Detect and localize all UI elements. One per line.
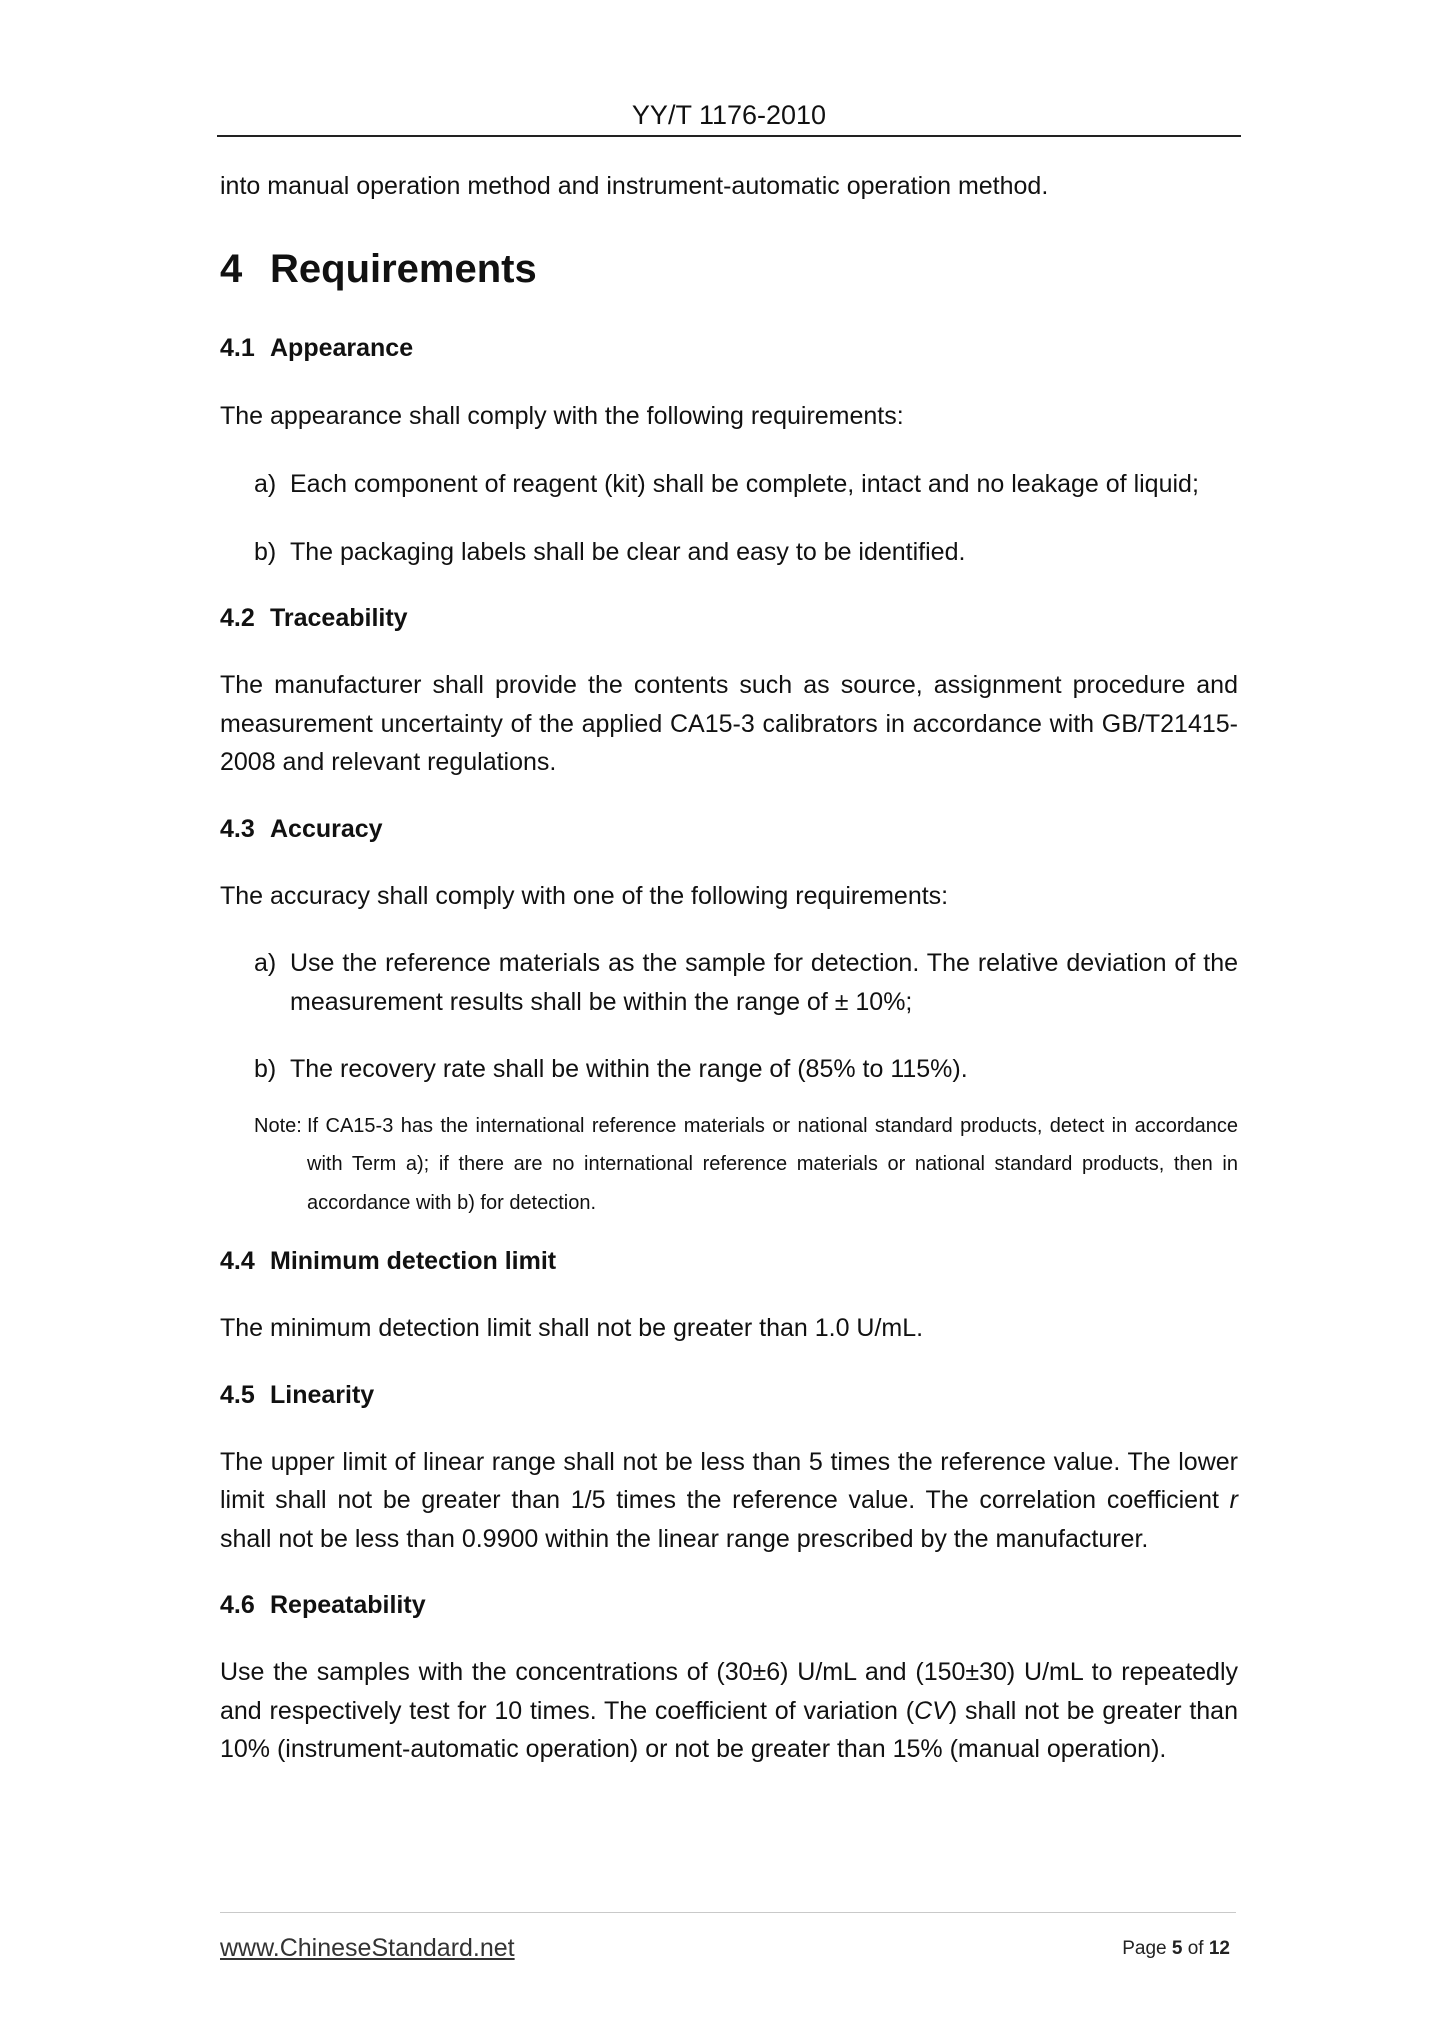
list-item [220, 1050, 1238, 1089]
section-4-5-heading [220, 1376, 1238, 1414]
section-4-4-heading [220, 1242, 1238, 1280]
list-label: a) [254, 949, 277, 977]
repeatability-text-2: ) shall not be greater than 10% (instrument-automatic operation) or not be greater than 15% (manual operation). [220, 1696, 1238, 1763]
list-label: a) [254, 470, 277, 498]
note-text: If CA15-3 has the international reference materials or national standard products, detect in accordance with Term a); if there are no international reference materials or national standard products, then in accordance with b) for detection. [307, 1114, 1238, 1214]
linearity-text-2: shall not be less than 0.9900 within the linear range prescribed by the manufacturer. [220, 1524, 1149, 1553]
traceability-paragraph: The manufacturer shall provide the contents such as source, assignment procedure and measurement uncertainty of the applied CA15-3 calibrators in accordance with GB/T21415-2008 and relevant regulations. [220, 671, 1238, 776]
linearity-text-1: The upper limit of linear range shall not be less than 5 times the reference value. The lower limit shall not be greater than 1/5 times the reference value. The correlation coefficient [220, 1447, 1238, 1514]
section-title: Accuracy [270, 814, 383, 843]
section-title: Linearity [270, 1380, 375, 1409]
note-label: Note: [254, 1114, 302, 1137]
list-text: Each component of reagent (kit) shall be complete, intact and no leakage of liquid; [290, 470, 1199, 498]
section-4-6-heading [220, 1586, 1238, 1624]
page-current: 5 [1171, 1938, 1183, 1959]
list-text: Use the reference materials as the sample for detection. The relative deviation of the measurement results shall be within the range of ± 10%; [290, 949, 1238, 1016]
accuracy-note [220, 1107, 1238, 1223]
list-label: b) [254, 1055, 277, 1083]
list-item [220, 465, 1238, 504]
section-4-3-heading [220, 810, 1238, 848]
accuracy-lead: The accuracy shall comply with one of the following requirements: [220, 881, 949, 910]
section-title: Requirements [270, 246, 537, 291]
list-text: The recovery rate shall be within the range of (85% to 115%). [290, 1055, 968, 1083]
detection-limit-paragraph: The minimum detection limit shall not be greater than 1.0 U/mL. [220, 1314, 924, 1342]
list-text: The packaging labels shall be clear and easy to be identified. [290, 537, 966, 566]
section-4-heading [220, 244, 1238, 294]
section-number: 4.3 [220, 814, 255, 843]
section-number: 4.6 [220, 1591, 255, 1619]
repeatability-text-1: Use the samples with the concentrations of (30±6) U/mL and (150±30) U/mL to repeatedly and respectively test for 10 times. The coefficient of variation ( [220, 1658, 1238, 1725]
repeatability-paragraph [220, 1653, 1238, 1769]
section-4-2-heading [220, 599, 1238, 637]
standard-number: YY/T 1176-2010 [631, 100, 827, 130]
linearity-paragraph [220, 1443, 1238, 1559]
section-number: 4.4 [220, 1247, 255, 1275]
correlation-symbol: r [1229, 1486, 1238, 1514]
appearance-lead: The appearance shall comply with the following requirements: [220, 401, 904, 430]
footer-divider [220, 1912, 1236, 1913]
page-of: of [1187, 1938, 1204, 1959]
section-title: Repeatability [270, 1591, 426, 1619]
section-title: Minimum detection limit [270, 1247, 557, 1275]
page-word: Page [1122, 1938, 1167, 1959]
section-title: Traceability [270, 604, 408, 632]
intro-paragraph: into manual operation method and instrument-automatic operation method. [220, 172, 1049, 200]
list-label: b) [254, 537, 277, 566]
section-number: 4.2 [220, 604, 255, 632]
page-total: 12 [1208, 1938, 1230, 1959]
document-page [220, 100, 1238, 1769]
page-header [217, 100, 1241, 137]
section-number: 4.5 [220, 1380, 255, 1409]
list-item [220, 944, 1238, 1021]
cv-symbol: CV [914, 1696, 949, 1725]
section-title: Appearance [270, 333, 414, 362]
section-number: 4 [220, 246, 243, 291]
section-number: 4.1 [220, 333, 255, 362]
list-item [220, 533, 1238, 572]
website-link[interactable]: www.ChineseStandard.net [220, 1934, 515, 1962]
page-number [1122, 1938, 1230, 1960]
section-4-1-heading [220, 329, 1238, 367]
